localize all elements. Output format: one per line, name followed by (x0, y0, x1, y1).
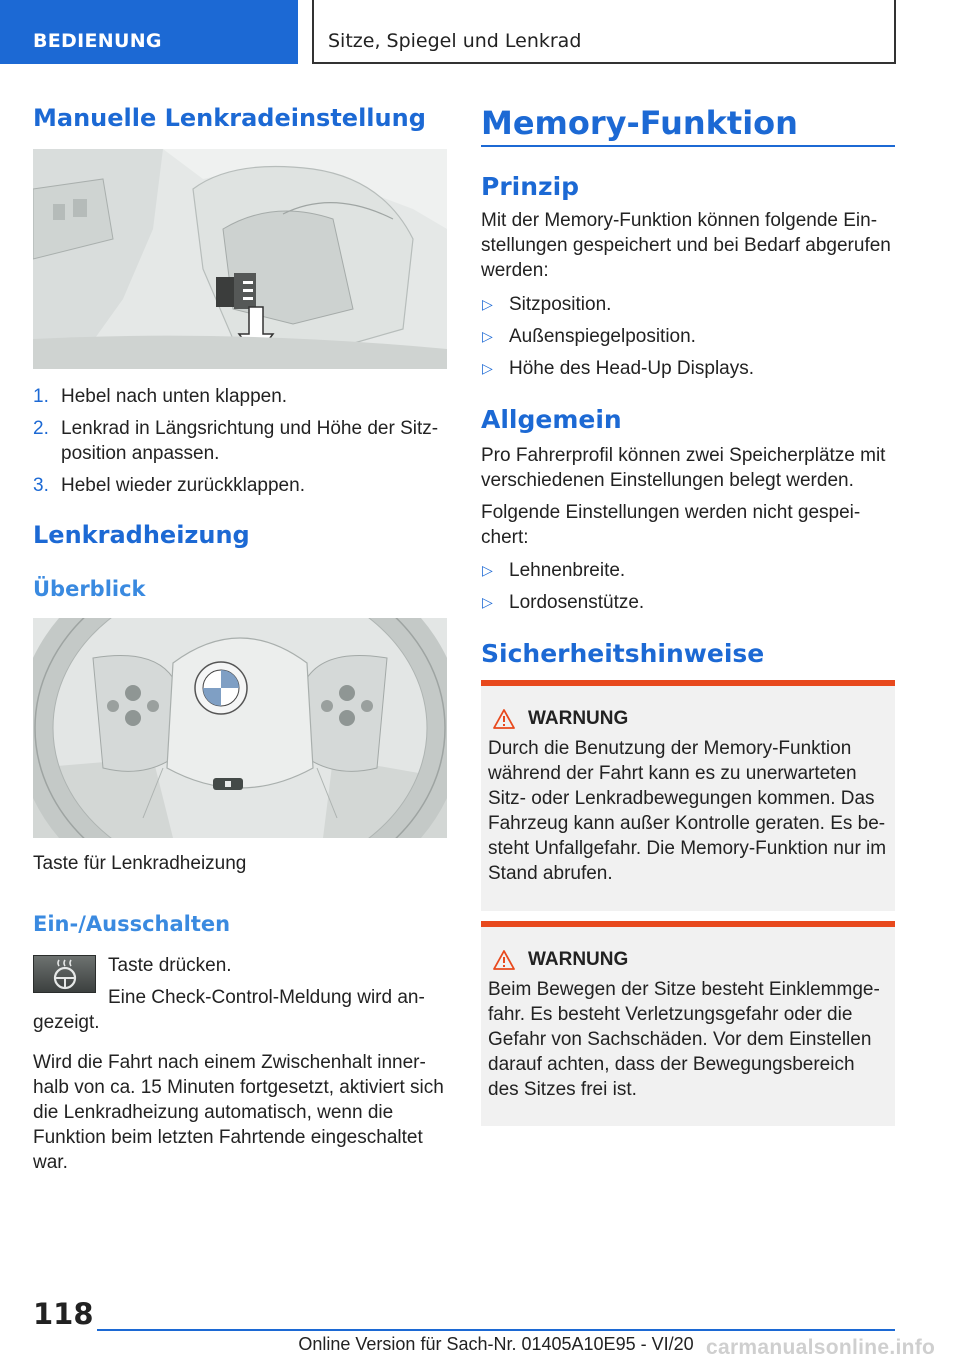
warning-title: WARNUNG (488, 706, 889, 732)
warning-title: WARNUNG (488, 947, 889, 973)
general-text: Pro Fahrerprofil können zwei Speicherplätze mit verschiedenen Einstellungen belegt werden. (481, 445, 886, 491)
heading-manual-adjustment: Manuelle Lenkradeinstellung (33, 104, 426, 132)
steering-column-image (33, 149, 447, 369)
list-item: ▷ Sitzposition. (482, 294, 612, 315)
press-button-text: Taste drücken. (108, 955, 232, 976)
check-control-text: Eine Check-Control-Meldung wird an-gezeigt. (33, 987, 425, 1033)
list-item: ▷ Lordosenstütze. (482, 592, 645, 613)
warning-box (481, 680, 895, 911)
heading-memory-function: Memory-Funktion (481, 104, 798, 142)
heading-steering-heating: Lenkradheizung (33, 521, 250, 549)
list-item: ▷ Höhe des Head-Up Displays. (482, 358, 755, 379)
chapter-title: Sitze, Spiegel und Lenkrad (312, 0, 896, 64)
footer-divider (97, 1329, 895, 1331)
step-item: 1. Hebel nach unten klappen. (33, 386, 288, 407)
adjustment-steps (33, 384, 447, 498)
auto-activation-text: Wird die Fahrt nach einem Zwischenhalt inner-halb von ca. 15 Minuten fortgesetzt, aktiviert sich die Lenkradheizung automatisch, wenn die Funktion beim letzten Fahrtende eingeschaltet war. (33, 1052, 444, 1173)
subheading-on-off: Ein-/Ausschalten (33, 912, 231, 936)
watermark: carmanualsonline.info (706, 1336, 936, 1359)
heading-underline (481, 145, 895, 147)
warning-text: Beim Bewegen der Sitze besteht Einklemmge-fahr. Es besteht Verletzungsgefahr oder die Gefahr von Sachschäden. Vor dem Einstellen darauf achten, dass der Bewegungsbereich des Sitzes frei ist. (488, 979, 880, 1100)
online-version-text: Online Version für Sach-Nr. 01405A10E95 - VI/20 (298, 1334, 694, 1354)
subheading-general: Allgemein (481, 405, 622, 434)
not-saved-list (481, 558, 895, 622)
warning-box (481, 921, 895, 1126)
list-item: ▷ Lehnenbreite. (482, 560, 626, 581)
subheading-overview: Überblick (33, 577, 146, 601)
principle-list (481, 292, 895, 388)
warning-triangle-icon (493, 950, 515, 970)
image-caption: Taste für Lenkradheizung (33, 853, 247, 874)
steering-wheel-image (33, 618, 447, 838)
principle-text: Mit der Memory-Funktion können folgende Ein-stellungen gespeichert und bei Bedarf abgerufen werden: (481, 210, 891, 281)
step-item: 3. Hebel wieder zurückklappen. (33, 475, 305, 496)
step-item: 2. Lenkrad in Längsrichtung und Höhe der Sitz-position anpassen. (33, 418, 439, 464)
heading-safety-notes: Sicherheitshinweise (481, 639, 765, 668)
page-number: 118 (33, 1297, 94, 1331)
warning-triangle-icon (493, 709, 515, 729)
subheading-principle: Prinzip (481, 172, 580, 201)
warning-text: Durch die Benutzung der Memory-Funktion während der Fahrt kann es zu unerwarteten Sitz- oder Lenkradbewegungen kommen. Das Fahrzeug kann außer Kontrolle geraten. Es be-steht Unfallgefahr. Die Memory-Funktion nur im Stand abrufen. (488, 738, 887, 884)
not-saved-text: Folgende Einstellungen werden nicht gespei-chert: (481, 502, 861, 548)
section-tab: BEDIENUNG (0, 0, 298, 64)
list-item: ▷ Außenspiegelposition. (482, 326, 696, 347)
